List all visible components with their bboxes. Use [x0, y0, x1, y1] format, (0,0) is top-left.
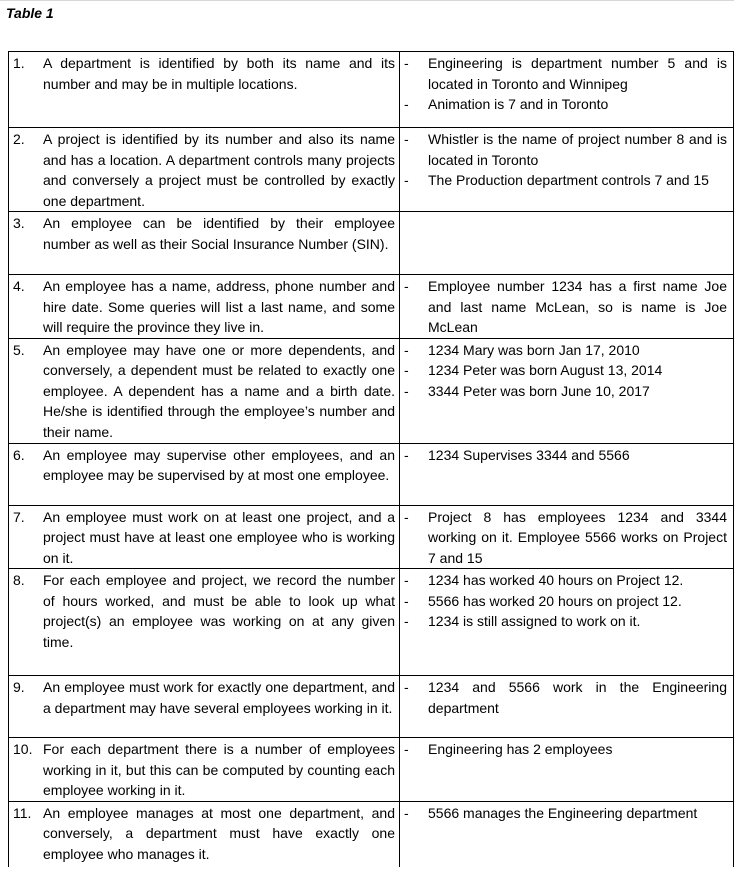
example-text: Project 8 has employees 1234 and 3344 working on it. Employee 5566 works on Project 7 and 15 [428, 508, 727, 566]
example-text: Animation is 7 and in Toronto [428, 96, 609, 112]
requirement-cell [9, 505, 400, 569]
example-text: 1234 and 5566 work in the Engineering department [428, 679, 727, 716]
requirement-number: 8. [13, 572, 25, 588]
example-item [404, 677, 727, 718]
table-row [9, 569, 734, 676]
table-row [9, 505, 734, 569]
bullet-dash-icon: - [404, 572, 409, 588]
requirement-number: 11. [13, 804, 32, 821]
requirement-item [13, 677, 395, 718]
requirement-item [13, 53, 395, 94]
example-text: 1234 has worked 40 hours on Project 12. [428, 572, 684, 588]
example-text: 1234 is still assigned to work on it. [428, 613, 641, 629]
example-item [404, 611, 727, 632]
table-row [9, 801, 734, 867]
example-text: 1234 Mary was born Jan 17, 2010 [428, 341, 640, 358]
example-item [404, 129, 727, 170]
requirements-table-body [9, 52, 734, 868]
bullet-dash-icon: - [404, 613, 409, 629]
requirement-item [13, 213, 395, 254]
example-cell [400, 676, 734, 738]
example-cell [400, 212, 734, 275]
requirement-cell [9, 52, 400, 128]
bullet-dash-icon: - [404, 741, 409, 757]
example-item [404, 507, 727, 569]
requirement-text: A department is identified by both its name and its number and may be in multiple locations. [43, 55, 395, 92]
bullet-dash-icon: - [404, 341, 409, 358]
table-row [9, 52, 734, 128]
bullet-dash-icon: - [404, 172, 409, 188]
bullet-dash-icon: - [404, 131, 409, 147]
requirement-number: 4. [13, 278, 25, 294]
bullet-dash-icon: - [404, 96, 409, 112]
example-cell [400, 569, 734, 676]
requirement-text: An employee may supervise other employees, and an employee may be supervised by at most one employee. [43, 446, 395, 483]
requirement-number: 10. [13, 741, 33, 757]
example-item [404, 570, 727, 591]
table-row [9, 128, 734, 212]
requirement-text: An employee has a name, address, phone number and hire date. Some queries will list a last name, and some will require the province they live in. [43, 278, 395, 335]
example-cell [400, 275, 734, 339]
requirement-number: 6. [13, 446, 25, 463]
example-cell [400, 52, 734, 128]
requirement-item [13, 340, 395, 443]
requirement-cell [9, 212, 400, 275]
example-item [404, 170, 727, 191]
example-item [404, 276, 727, 338]
bullet-dash-icon: - [404, 446, 409, 463]
example-item [404, 381, 727, 402]
requirement-item [13, 570, 395, 652]
requirement-cell [9, 801, 400, 867]
example-text: The Production department controls 7 and 15 [428, 172, 709, 188]
table-row [9, 676, 734, 738]
requirement-text: A project is identified by its number and also its name and has a location. A department controls many projects and conversely a project must be controlled by exactly one department. [43, 131, 395, 209]
requirement-cell [9, 128, 400, 212]
example-cell [400, 338, 734, 443]
example-item [404, 803, 727, 824]
example-item [404, 360, 727, 381]
example-text: Whistler is the name of project number 8 and is located in Toronto [428, 131, 727, 168]
requirement-number: 9. [13, 679, 25, 695]
example-text: Engineering has 2 employees [428, 741, 613, 757]
bullet-dash-icon: - [404, 382, 409, 399]
example-item [404, 94, 727, 115]
bullet-dash-icon: - [404, 362, 409, 378]
requirement-item [13, 445, 395, 486]
table-row [9, 338, 734, 443]
requirements-table [8, 51, 734, 867]
example-cell [400, 801, 734, 867]
example-text: 5566 manages the Engineering department [428, 804, 698, 821]
example-text: Employee number 1234 has a first name Joe and last name McLean, so is name is Joe McLean [428, 278, 727, 335]
bullet-dash-icon: - [404, 679, 409, 695]
example-item [404, 591, 727, 612]
requirement-text: For each employee and project, we record the number of hours worked, and must be able to look up what project(s) an employee was working on at any given time. [43, 572, 395, 650]
table-caption: Table 1 [6, 5, 54, 21]
requirement-item [13, 739, 395, 801]
requirement-number: 3. [13, 215, 25, 231]
requirement-number: 2. [13, 131, 25, 147]
requirement-text: For each department there is a number of employees working in it, but this can be computed by counting each employee working in it. [43, 741, 395, 798]
requirement-cell [9, 443, 400, 505]
bullet-dash-icon: - [404, 55, 409, 71]
table-row [9, 275, 734, 339]
example-text: 1234 Peter was born August 13, 2014 [428, 362, 663, 378]
bullet-dash-icon: - [404, 804, 409, 821]
requirement-item [13, 507, 395, 569]
example-cell [400, 505, 734, 569]
requirement-cell [9, 338, 400, 443]
example-text: 1234 Supervises 3344 and 5566 [428, 446, 630, 463]
bullet-dash-icon: - [404, 508, 409, 525]
requirement-number: 5. [13, 341, 25, 358]
requirement-number: 1. [13, 55, 25, 71]
requirement-text: An employee can be identified by their employee number as well as their Social Insurance Number (SIN). [43, 215, 395, 252]
example-text: 5566 has worked 20 hours on project 12. [428, 592, 682, 609]
top-rule [0, 0, 734, 1]
bullet-dash-icon: - [404, 278, 409, 294]
example-cell [400, 738, 734, 802]
requirement-number: 7. [13, 508, 25, 525]
example-item [404, 53, 727, 94]
requirement-text: An employee must work on at least one project, and a project must have at least one employee who is working on it. [43, 508, 395, 566]
example-cell [400, 128, 734, 212]
example-text: Engineering is department number 5 and is located in Toronto and Winnipeg [428, 55, 727, 92]
example-item [404, 739, 727, 760]
requirement-cell [9, 676, 400, 738]
table-row [9, 443, 734, 505]
requirement-item [13, 129, 395, 211]
requirement-item [13, 276, 395, 338]
requirement-text: An employee must work for exactly one department, and a department may have several employees working in it. [43, 679, 395, 716]
requirement-cell [9, 275, 400, 339]
requirement-text: An employee may have one or more dependents, and conversely, a dependent must be related to exactly one employee. A dependent has a name and a birth date. He/she is identified through the employee’s number and their name. [43, 341, 395, 440]
table-row [9, 738, 734, 802]
requirement-text: An employee manages at most one department, and conversely, a department must have exactly one employee who manages it. [43, 804, 395, 862]
table-row [9, 212, 734, 275]
example-text: 3344 Peter was born June 10, 2017 [428, 382, 650, 399]
requirement-cell [9, 569, 400, 676]
example-item [404, 340, 727, 361]
requirement-cell [9, 738, 400, 802]
requirement-item [13, 803, 395, 865]
bullet-dash-icon: - [404, 592, 409, 609]
example-item [404, 445, 727, 466]
example-cell [400, 443, 734, 505]
